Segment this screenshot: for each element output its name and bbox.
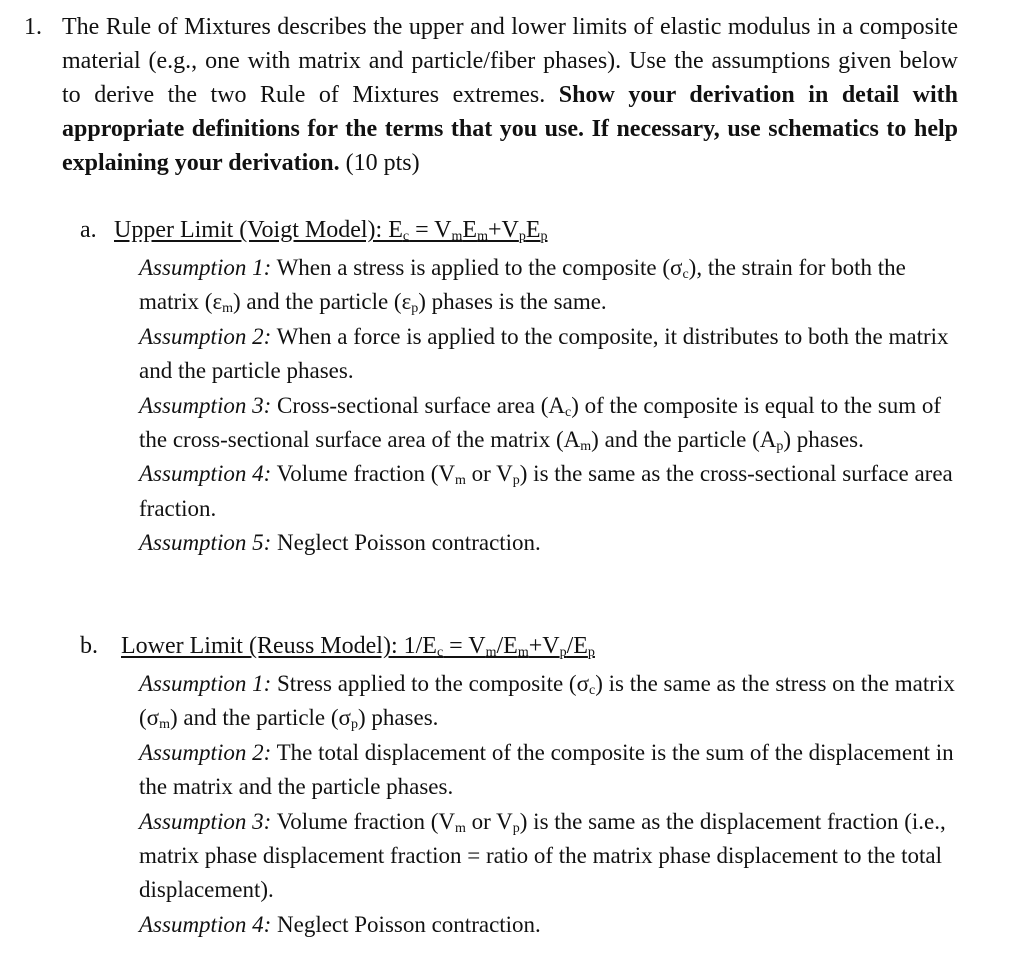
assumption-label: Assumption 4:	[139, 911, 272, 937]
part-a-assumptions	[139, 251, 959, 561]
part-a-assumption-1	[139, 251, 959, 320]
part-b-title: Lower Limit (Reuss Model): $1/E_c = V_m/E_m+V_p/E_p$	[121, 633, 595, 660]
assumption-text: Stress applied to the composite $(\sigma_c)$ is the same as the stress on the matrix $(\sigma_m)$ and the particle $(\sigma_p)$ phases.	[139, 671, 955, 733]
part-b-assumption-4	[139, 908, 959, 942]
assumption-text: When a stress is applied to the composite $(\sigma_c)$, the strain for both the matrix $(\varepsilon_m)$ and the particle $(\varepsilon_p)$ phases is the same.	[139, 255, 906, 317]
question-points: (10 pts)	[345, 150, 420, 176]
question-number: 1.	[24, 14, 42, 40]
part-a	[0, 213, 953, 556]
part-b-assumption-2	[139, 736, 959, 805]
part-b-assumption-1	[139, 667, 959, 736]
assumption-label: Assumption 4:	[139, 461, 272, 487]
assumption-text: Volume fraction ($V_m$ or $V_p$) is the same as the cross-sectional surface area fraction.	[139, 461, 953, 521]
part-a-assumption-3	[139, 389, 959, 458]
assumption-text: Cross-sectional surface area $(A_c)$ of the composite is equal to the sum of the cross-sectional surface area of the matrix $(A_m)$ and the particle $(A_p)$ phases.	[139, 392, 942, 455]
question-intro: The Rule of Mixtures describes the upper and lower limits of elastic modulus in a composite material (e.g., one with matrix and particle/fiber phases). Use the assumptions given below to derive the two Rule of Mixtures extremes.	[62, 14, 958, 108]
question-instruction: Show your derivation in detail with appropriate definitions for the terms that you use. If necessary, use schematics to help explaining your derivation.	[62, 82, 959, 176]
part-b-heading	[0, 629, 900, 663]
part-a-assumption-4	[139, 457, 959, 526]
assumption-text: When a force is applied to the composite, it distributes to both the matrix and the particle phases.	[139, 323, 949, 384]
part-b-assumptions	[139, 667, 959, 942]
assumption-label: Assumption 3:	[139, 808, 272, 834]
part-a-assumption-2	[139, 320, 959, 389]
part-a-letter: a.	[80, 217, 97, 243]
assumption-label: Assumption 1:	[139, 671, 272, 696]
part-a-heading	[0, 213, 900, 247]
assumption-text: Neglect Poisson contraction.	[277, 530, 541, 556]
part-a-title: Upper Limit (Voigt Model): $E_c = V_mE_m+V_pE_p$	[114, 217, 548, 244]
assumption-label: Assumption 5:	[139, 530, 272, 556]
part-b-assumption-3	[139, 805, 959, 908]
assumption-label: Assumption 1:	[139, 255, 272, 280]
assumption-label: Assumption 2:	[139, 739, 272, 765]
part-b-letter: b.	[80, 633, 98, 659]
assumption-label: Assumption 3:	[139, 392, 272, 418]
part-a-assumption-5	[139, 526, 959, 560]
assumption-text: The total displacement of the composite is the sum of the displacement in the matrix and the particle phases.	[139, 739, 954, 800]
assumption-text: Neglect Poisson contraction.	[277, 911, 541, 937]
assumption-label: Assumption 2:	[139, 323, 272, 349]
part-b	[0, 629, 955, 937]
question-text	[62, 10, 958, 180]
assumption-text: Volume fraction ($V_m$ or $V_p$) is the same as the displacement fraction (i.e., matrix phase displacement fraction = ratio of the matrix phase displacement to the total displacement).	[139, 808, 946, 903]
